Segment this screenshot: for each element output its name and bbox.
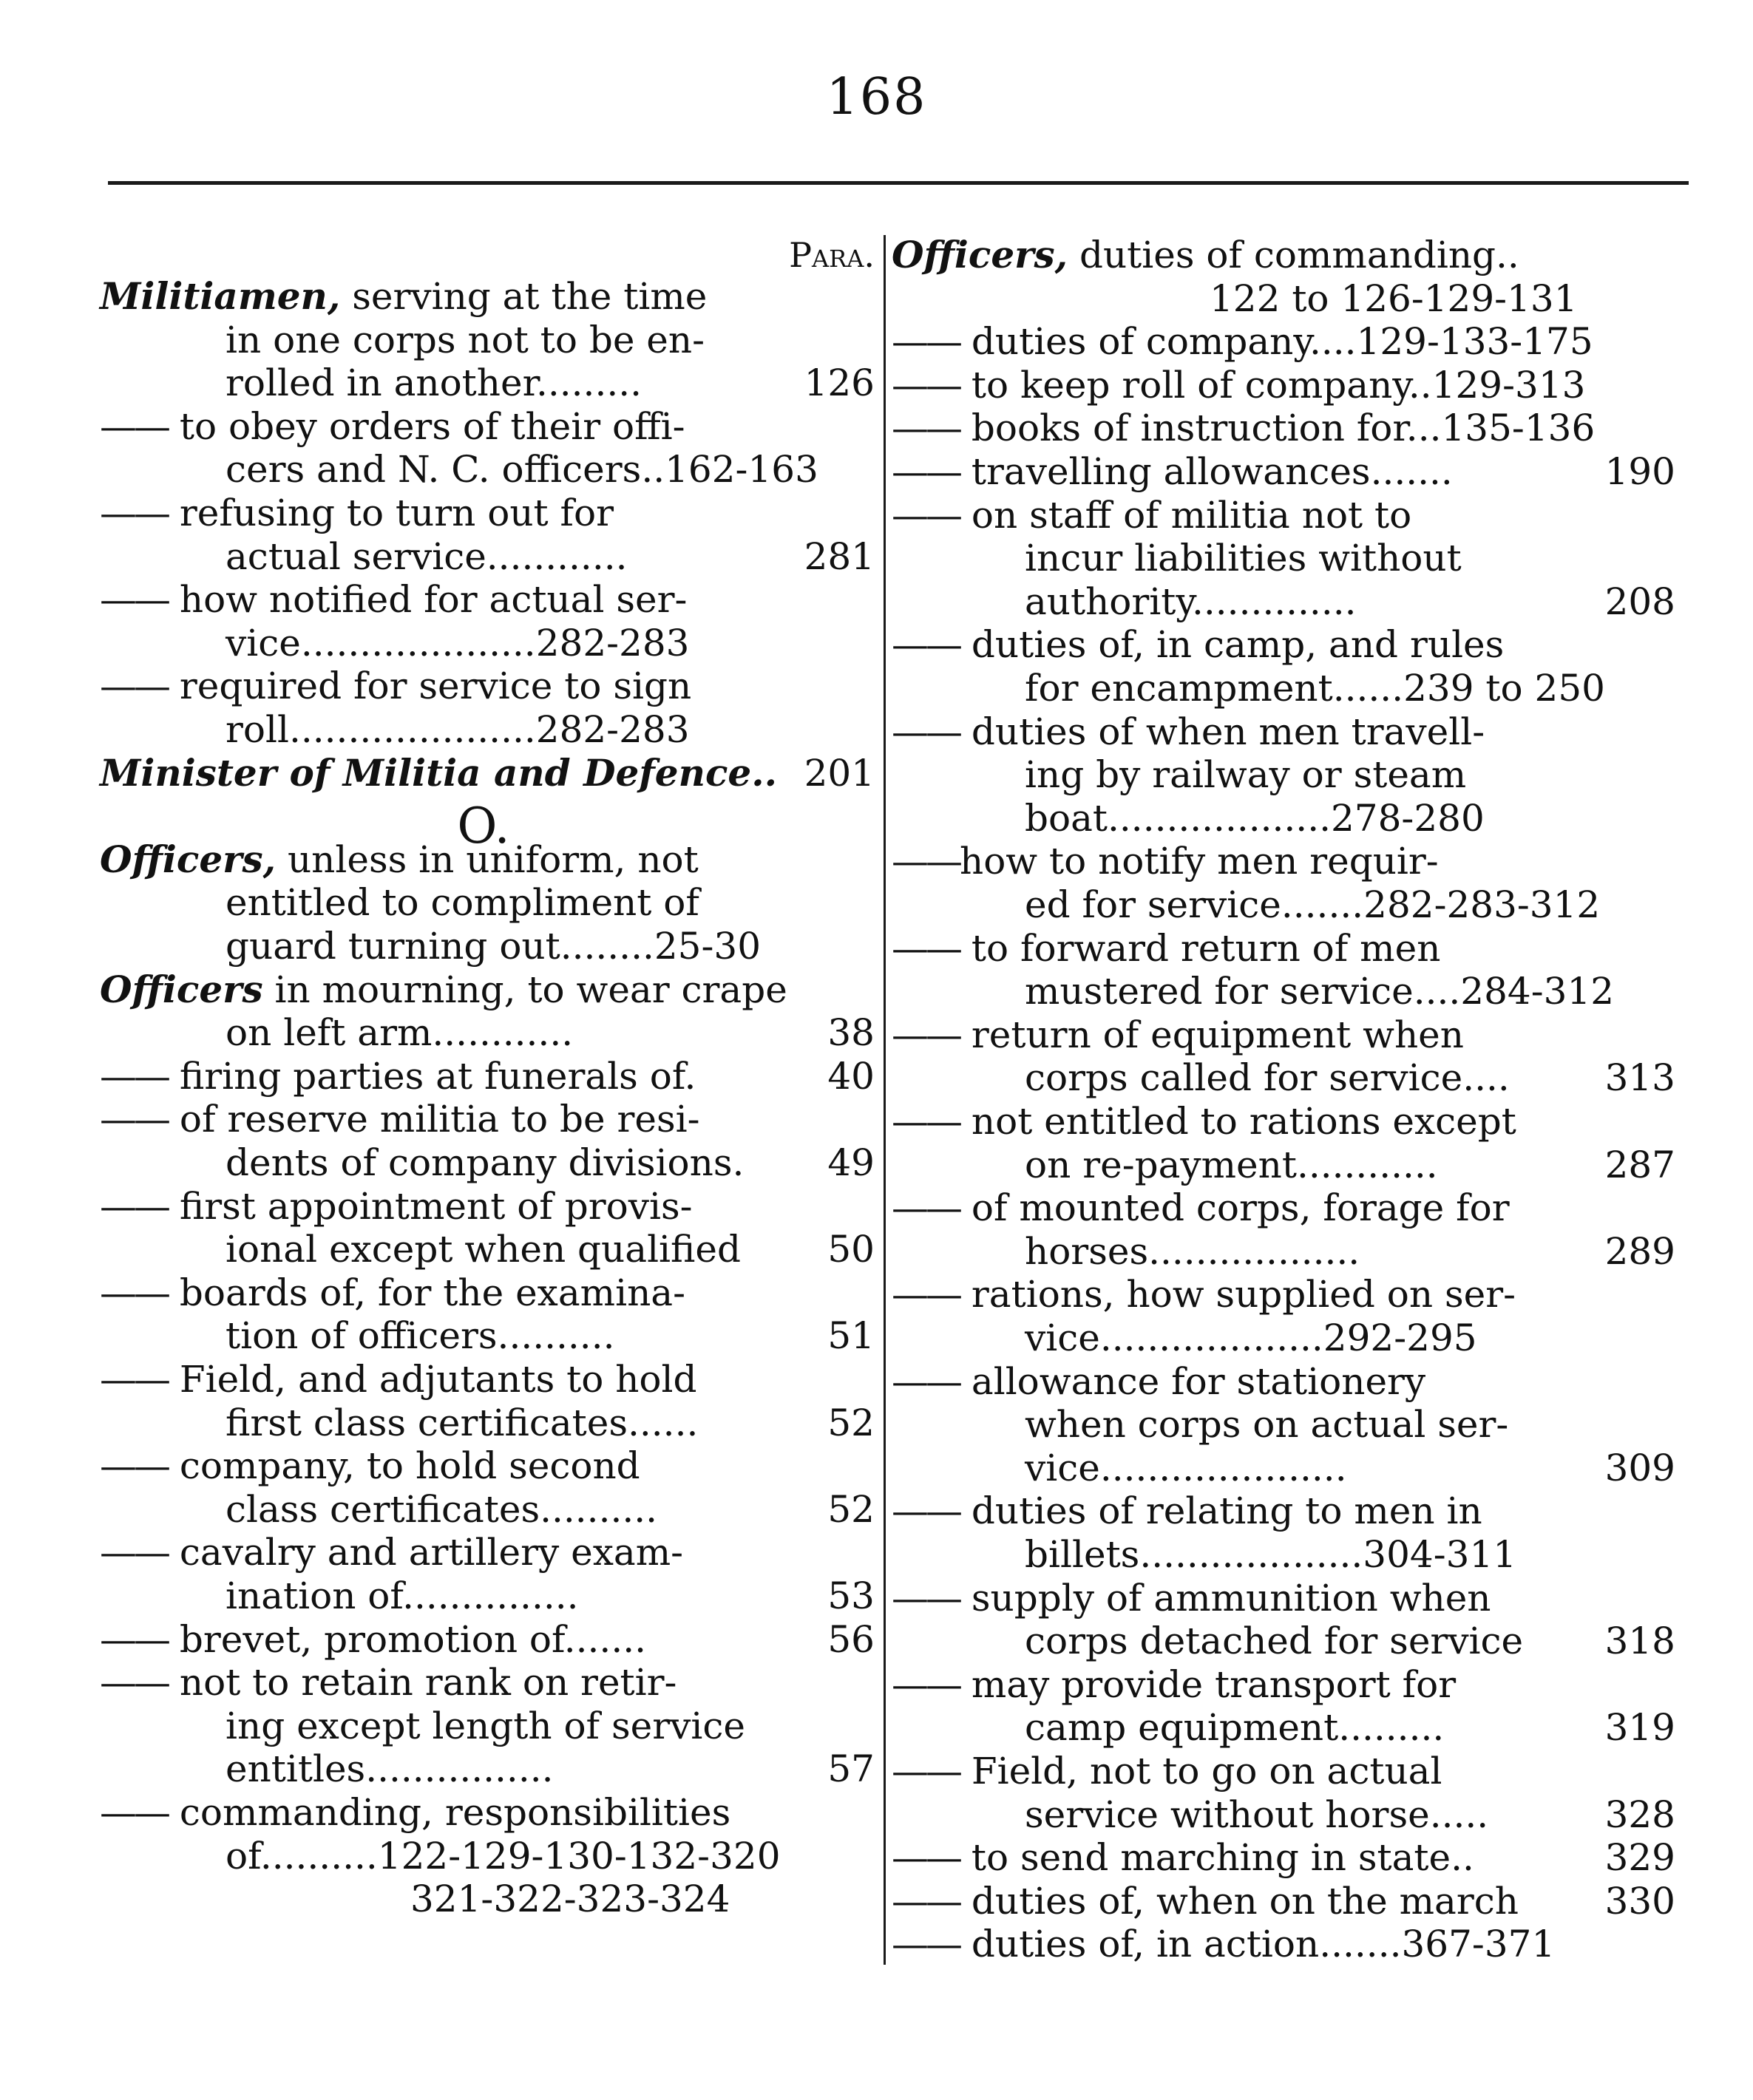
index-entry — [892, 1360, 1675, 1403]
index-entry — [100, 1055, 875, 1098]
entry-heading: Officers, — [100, 837, 277, 881]
paragraph-reference: 328 — [1604, 1793, 1675, 1836]
paragraph-reference: 319 — [1604, 1706, 1675, 1750]
entry-text: ed for service.......282-283-312 — [1025, 883, 1601, 926]
index-entry — [226, 1228, 875, 1271]
entry-text: rolled in another......... — [226, 361, 642, 405]
ditto-dash: —— — [100, 578, 168, 622]
index-entry — [100, 1661, 875, 1704]
entry-text: cers and N. C. officers..162-163 — [226, 448, 818, 492]
paragraph-reference: 287 — [1604, 1143, 1675, 1186]
index-entry — [226, 881, 875, 924]
ditto-dash: —— — [892, 623, 960, 667]
index-entry — [892, 623, 1675, 666]
entry-text: roll.....................282-283 — [226, 708, 690, 751]
index-entry — [892, 1013, 1675, 1056]
paragraph-reference: 208 — [1604, 580, 1675, 623]
entry-text: duties of, in action.......367-371 — [960, 1923, 1556, 1966]
entry-text: unless in uniform, not — [276, 837, 699, 881]
entry-text: ination of............... — [226, 1574, 579, 1617]
ditto-dash: —— — [100, 1271, 168, 1314]
index-entry — [226, 622, 875, 665]
ditto-dash: —— — [892, 493, 960, 537]
entry-text: guard turning out........25-30 — [226, 925, 761, 968]
ditto-dash: —— — [892, 450, 960, 493]
entry-text: refusing to turn out for — [168, 492, 614, 534]
index-entry — [892, 1100, 1675, 1143]
ditto-dash: —— — [100, 1791, 168, 1834]
entry-text: corps called for service.... — [1025, 1056, 1510, 1100]
index-entry — [892, 407, 1675, 449]
paragraph-reference: 289 — [1604, 1229, 1675, 1273]
ditto-dash: —— — [892, 1273, 960, 1316]
index-entry — [226, 535, 875, 578]
index-entry — [1025, 1793, 1675, 1836]
entry-text: corps detached for service — [1025, 1620, 1524, 1663]
ditto-dash: —— — [892, 926, 960, 970]
paragraph-reference: 38 — [827, 1011, 875, 1055]
entry-text: commanding, responsibilities — [168, 1791, 731, 1834]
section-letter-o: O. — [457, 798, 510, 855]
index-entry — [1025, 1620, 1675, 1662]
para-column-label: Para. — [789, 235, 875, 275]
entry-text: of reserve militia to be resi- — [168, 1098, 700, 1141]
entry-text: return of equipment when — [960, 1013, 1464, 1056]
index-entry — [226, 319, 875, 361]
ditto-dash: —— — [892, 1836, 960, 1880]
ditto-dash: —— — [892, 1750, 960, 1793]
entry-text: company, to hold second — [168, 1444, 640, 1488]
index-entry — [892, 840, 1675, 883]
index-entry — [100, 1531, 875, 1574]
index-entry — [892, 1273, 1675, 1316]
column-divider — [884, 235, 886, 1965]
entry-text: boards of, for the examina- — [168, 1271, 685, 1314]
entry-text: class certificates.......... — [226, 1487, 658, 1531]
index-entry — [100, 1444, 875, 1487]
index-entry — [100, 752, 875, 795]
index-entry — [892, 1880, 1675, 1923]
index-entry — [100, 1791, 875, 1834]
index-entry — [100, 1358, 875, 1401]
entry-heading: Militiamen, — [100, 274, 341, 318]
ditto-dash: —— — [892, 1186, 960, 1230]
paragraph-reference: 52 — [827, 1401, 875, 1444]
entry-text: tion of officers.......... — [226, 1314, 615, 1358]
entry-text: entitles................ — [226, 1747, 554, 1791]
entry-text: how notified for actual ser- — [168, 578, 688, 622]
index-entry — [892, 1836, 1675, 1879]
entry-text: on left arm............ — [226, 1011, 574, 1055]
index-entry — [100, 1098, 875, 1141]
index-entry — [1025, 1447, 1675, 1489]
index-entry — [100, 405, 875, 448]
ditto-dash: —— — [100, 1617, 168, 1661]
index-entry — [410, 1878, 875, 1920]
entry-text: first appointment of provis- — [168, 1184, 693, 1228]
entry-text: may provide transport for — [960, 1662, 1457, 1706]
entry-text: 321-322-323-324 — [410, 1878, 730, 1921]
ditto-dash: —— — [892, 1923, 960, 1966]
index-entry — [1025, 1316, 1675, 1359]
index-entry — [1025, 970, 1675, 1013]
index-entry — [226, 1574, 875, 1617]
ditto-dash: —— — [100, 1661, 168, 1705]
ditto-dash: —— — [100, 404, 168, 448]
entry-text: duties of company....129-133-175 — [960, 320, 1593, 364]
index-entry — [226, 448, 875, 491]
entry-text: to forward return of men — [960, 926, 1441, 970]
index-entry — [892, 1923, 1675, 1965]
paragraph-reference: 309 — [1604, 1446, 1675, 1489]
index-entry — [892, 1750, 1675, 1793]
ditto-dash: —— — [892, 1489, 960, 1533]
index-entry — [100, 578, 875, 621]
entry-text: ional except when qualified — [226, 1228, 741, 1271]
entry-text: cavalry and artillery exam- — [168, 1531, 684, 1574]
entry-text: allowance for stationery — [960, 1359, 1426, 1403]
entry-text: on staff of militia not to — [960, 493, 1412, 537]
paragraph-reference: 51 — [827, 1314, 875, 1358]
ditto-dash: —— — [892, 1576, 960, 1620]
index-entry — [892, 450, 1675, 493]
ditto-dash: —— — [892, 320, 960, 364]
index-entry — [100, 1185, 875, 1228]
paragraph-reference: 126 — [804, 361, 875, 405]
entry-heading: Officers — [100, 967, 263, 1011]
ditto-dash: —— — [892, 1879, 960, 1923]
index-entry — [1025, 753, 1675, 796]
entry-text: vice...................292-295 — [1025, 1316, 1477, 1359]
entry-text: to obey orders of their offi- — [168, 404, 685, 448]
entry-text: serving at the time — [340, 275, 708, 318]
index-entry — [1025, 1706, 1675, 1749]
paragraph-reference: 313 — [1604, 1056, 1675, 1100]
entry-text: in one corps not to be en- — [226, 318, 705, 361]
entry-text: when corps on actual ser- — [1025, 1403, 1509, 1447]
entry-text: travelling allowances....... — [960, 450, 1453, 493]
ditto-dash: —— — [892, 1013, 960, 1056]
index-entry — [892, 1489, 1675, 1532]
index-entry — [1025, 797, 1675, 840]
entry-text: to keep roll of company..129-313 — [960, 363, 1586, 407]
entry-text: for encampment......239 to 250 — [1025, 667, 1605, 710]
entry-text: required for service to sign — [168, 665, 692, 708]
entry-text: brevet, promotion of....... — [168, 1617, 646, 1661]
ditto-dash: —— — [100, 1531, 168, 1574]
paragraph-reference: 40 — [827, 1054, 875, 1098]
entry-text: duties of, in camp, and rules — [960, 623, 1505, 667]
entry-text: not entitled to rations except — [960, 1100, 1516, 1143]
paragraph-reference: 52 — [827, 1487, 875, 1531]
entry-text: rations, how supplied on ser- — [960, 1273, 1516, 1316]
entry-text: 122 to 126-129-131 — [1210, 276, 1578, 320]
index-entry — [226, 1141, 875, 1184]
ditto-dash: —— — [892, 1100, 960, 1143]
index-entry — [1025, 1144, 1675, 1186]
index-entry — [226, 1747, 875, 1790]
ditto-dash: —— — [100, 492, 168, 534]
index-entry — [1025, 883, 1675, 926]
index-entry — [226, 1705, 875, 1747]
paragraph-reference: 50 — [827, 1228, 875, 1271]
ditto-dash: —— — [100, 1444, 168, 1488]
index-entry — [1025, 1403, 1675, 1446]
entry-text: authority.............. — [1025, 580, 1357, 623]
entry-text: of..........122-129-130-132-320 — [226, 1834, 781, 1878]
entry-text: dents of company divisions. — [226, 1141, 745, 1184]
index-entry — [226, 1401, 875, 1444]
entry-text: on re-payment............ — [1025, 1143, 1438, 1186]
index-entry — [226, 1314, 875, 1357]
index-entry — [892, 927, 1675, 970]
paragraph-reference: 49 — [827, 1141, 875, 1184]
entry-text: first class certificates...... — [226, 1401, 699, 1444]
ditto-dash: —— — [892, 840, 960, 883]
entry-text: firing parties at funerals of. — [168, 1054, 696, 1098]
index-entry — [892, 320, 1675, 363]
entry-text: actual service............ — [226, 534, 628, 578]
ditto-dash: —— — [892, 1662, 960, 1706]
entry-text: Field, not to go on actual — [960, 1750, 1442, 1793]
ditto-dash: —— — [100, 665, 168, 708]
paragraph-reference: 330 — [1604, 1879, 1675, 1923]
index-entry — [1025, 667, 1675, 710]
entry-text: duties of, when on the march — [960, 1879, 1519, 1923]
index-entry — [100, 275, 875, 318]
ditto-dash: —— — [892, 363, 960, 407]
entry-text: in mourning, to wear crape — [262, 968, 787, 1011]
index-entry — [892, 1186, 1675, 1229]
index-entry — [100, 492, 875, 534]
entry-text: not to retain rank on retir- — [168, 1661, 677, 1705]
index-entry — [226, 1011, 875, 1054]
paragraph-reference: 329 — [1604, 1836, 1675, 1880]
index-entry — [1025, 1056, 1675, 1099]
index-entry — [226, 361, 875, 404]
entry-text: ing except length of service — [226, 1704, 745, 1747]
paragraph-reference: 56 — [827, 1617, 875, 1661]
entry-text: to send marching in state.. — [960, 1836, 1474, 1880]
index-entry — [226, 708, 875, 751]
paragraph-reference: 318 — [1604, 1620, 1675, 1663]
index-entry — [892, 364, 1675, 407]
entry-text: books of instruction for...135-136 — [960, 407, 1596, 450]
entry-text: vice....................282-283 — [226, 621, 690, 665]
entry-heading: Minister of Militia and Defence.. — [100, 750, 778, 795]
entry-text: camp equipment......... — [1025, 1706, 1445, 1750]
paragraph-reference: 281 — [804, 534, 875, 578]
index-entry — [100, 838, 875, 881]
index-entry — [892, 1577, 1675, 1620]
index-entry — [1025, 1230, 1675, 1273]
entry-text: service without horse..... — [1025, 1793, 1489, 1836]
index-entry — [100, 1618, 875, 1661]
entry-text: vice..................... — [1025, 1446, 1347, 1489]
entry-text: mustered for service....284-312 — [1025, 970, 1615, 1013]
ditto-dash: —— — [100, 1098, 168, 1141]
index-entry — [892, 494, 1675, 537]
entry-text: entitled to compliment of — [226, 881, 699, 925]
entry-text: duties of when men travell- — [960, 710, 1485, 753]
ditto-dash: —— — [100, 1184, 168, 1228]
ditto-dash: —— — [100, 1054, 168, 1098]
index-entry — [1025, 580, 1675, 623]
index-entry — [226, 1488, 875, 1531]
paragraph-reference: 53 — [827, 1574, 875, 1617]
entry-text: boat...................278-280 — [1025, 796, 1485, 840]
entry-text: incur liabilities without — [1025, 537, 1462, 580]
paragraph-reference: 190 — [1604, 450, 1675, 493]
index-entry — [892, 710, 1675, 753]
entry-text: how to notify men requir- — [960, 840, 1439, 883]
entry-text: billets...................304-311 — [1025, 1533, 1517, 1576]
entry-text: ing by railway or steam — [1025, 753, 1467, 797]
entry-text: duties of commanding.. — [1068, 234, 1519, 276]
page-number: 168 — [826, 68, 927, 126]
ditto-dash: —— — [100, 1358, 168, 1401]
entry-heading: Officers, — [892, 233, 1068, 276]
index-entry — [226, 1835, 875, 1878]
ditto-dash: —— — [892, 1359, 960, 1403]
entry-text: duties of relating to men in — [960, 1489, 1482, 1533]
index-entry — [100, 1271, 875, 1314]
index-entry — [892, 234, 1675, 276]
entry-text: horses.................. — [1025, 1229, 1360, 1273]
ditto-dash: —— — [892, 710, 960, 753]
index-entry — [1025, 537, 1675, 580]
entry-text: of mounted corps, forage for — [960, 1186, 1510, 1230]
index-entry — [892, 1663, 1675, 1706]
entry-text: Field, and adjutants to hold — [168, 1358, 697, 1401]
index-entry — [1025, 1533, 1675, 1576]
paragraph-reference: 201 — [804, 751, 875, 795]
entry-text: supply of ammunition when — [960, 1576, 1491, 1620]
paragraph-reference: 57 — [827, 1747, 875, 1791]
ditto-dash: —— — [892, 407, 960, 450]
index-entry — [226, 925, 875, 968]
index-entry — [100, 665, 875, 707]
index-entry — [100, 968, 875, 1011]
header-rule — [108, 181, 1689, 185]
index-entry — [1210, 277, 1675, 320]
